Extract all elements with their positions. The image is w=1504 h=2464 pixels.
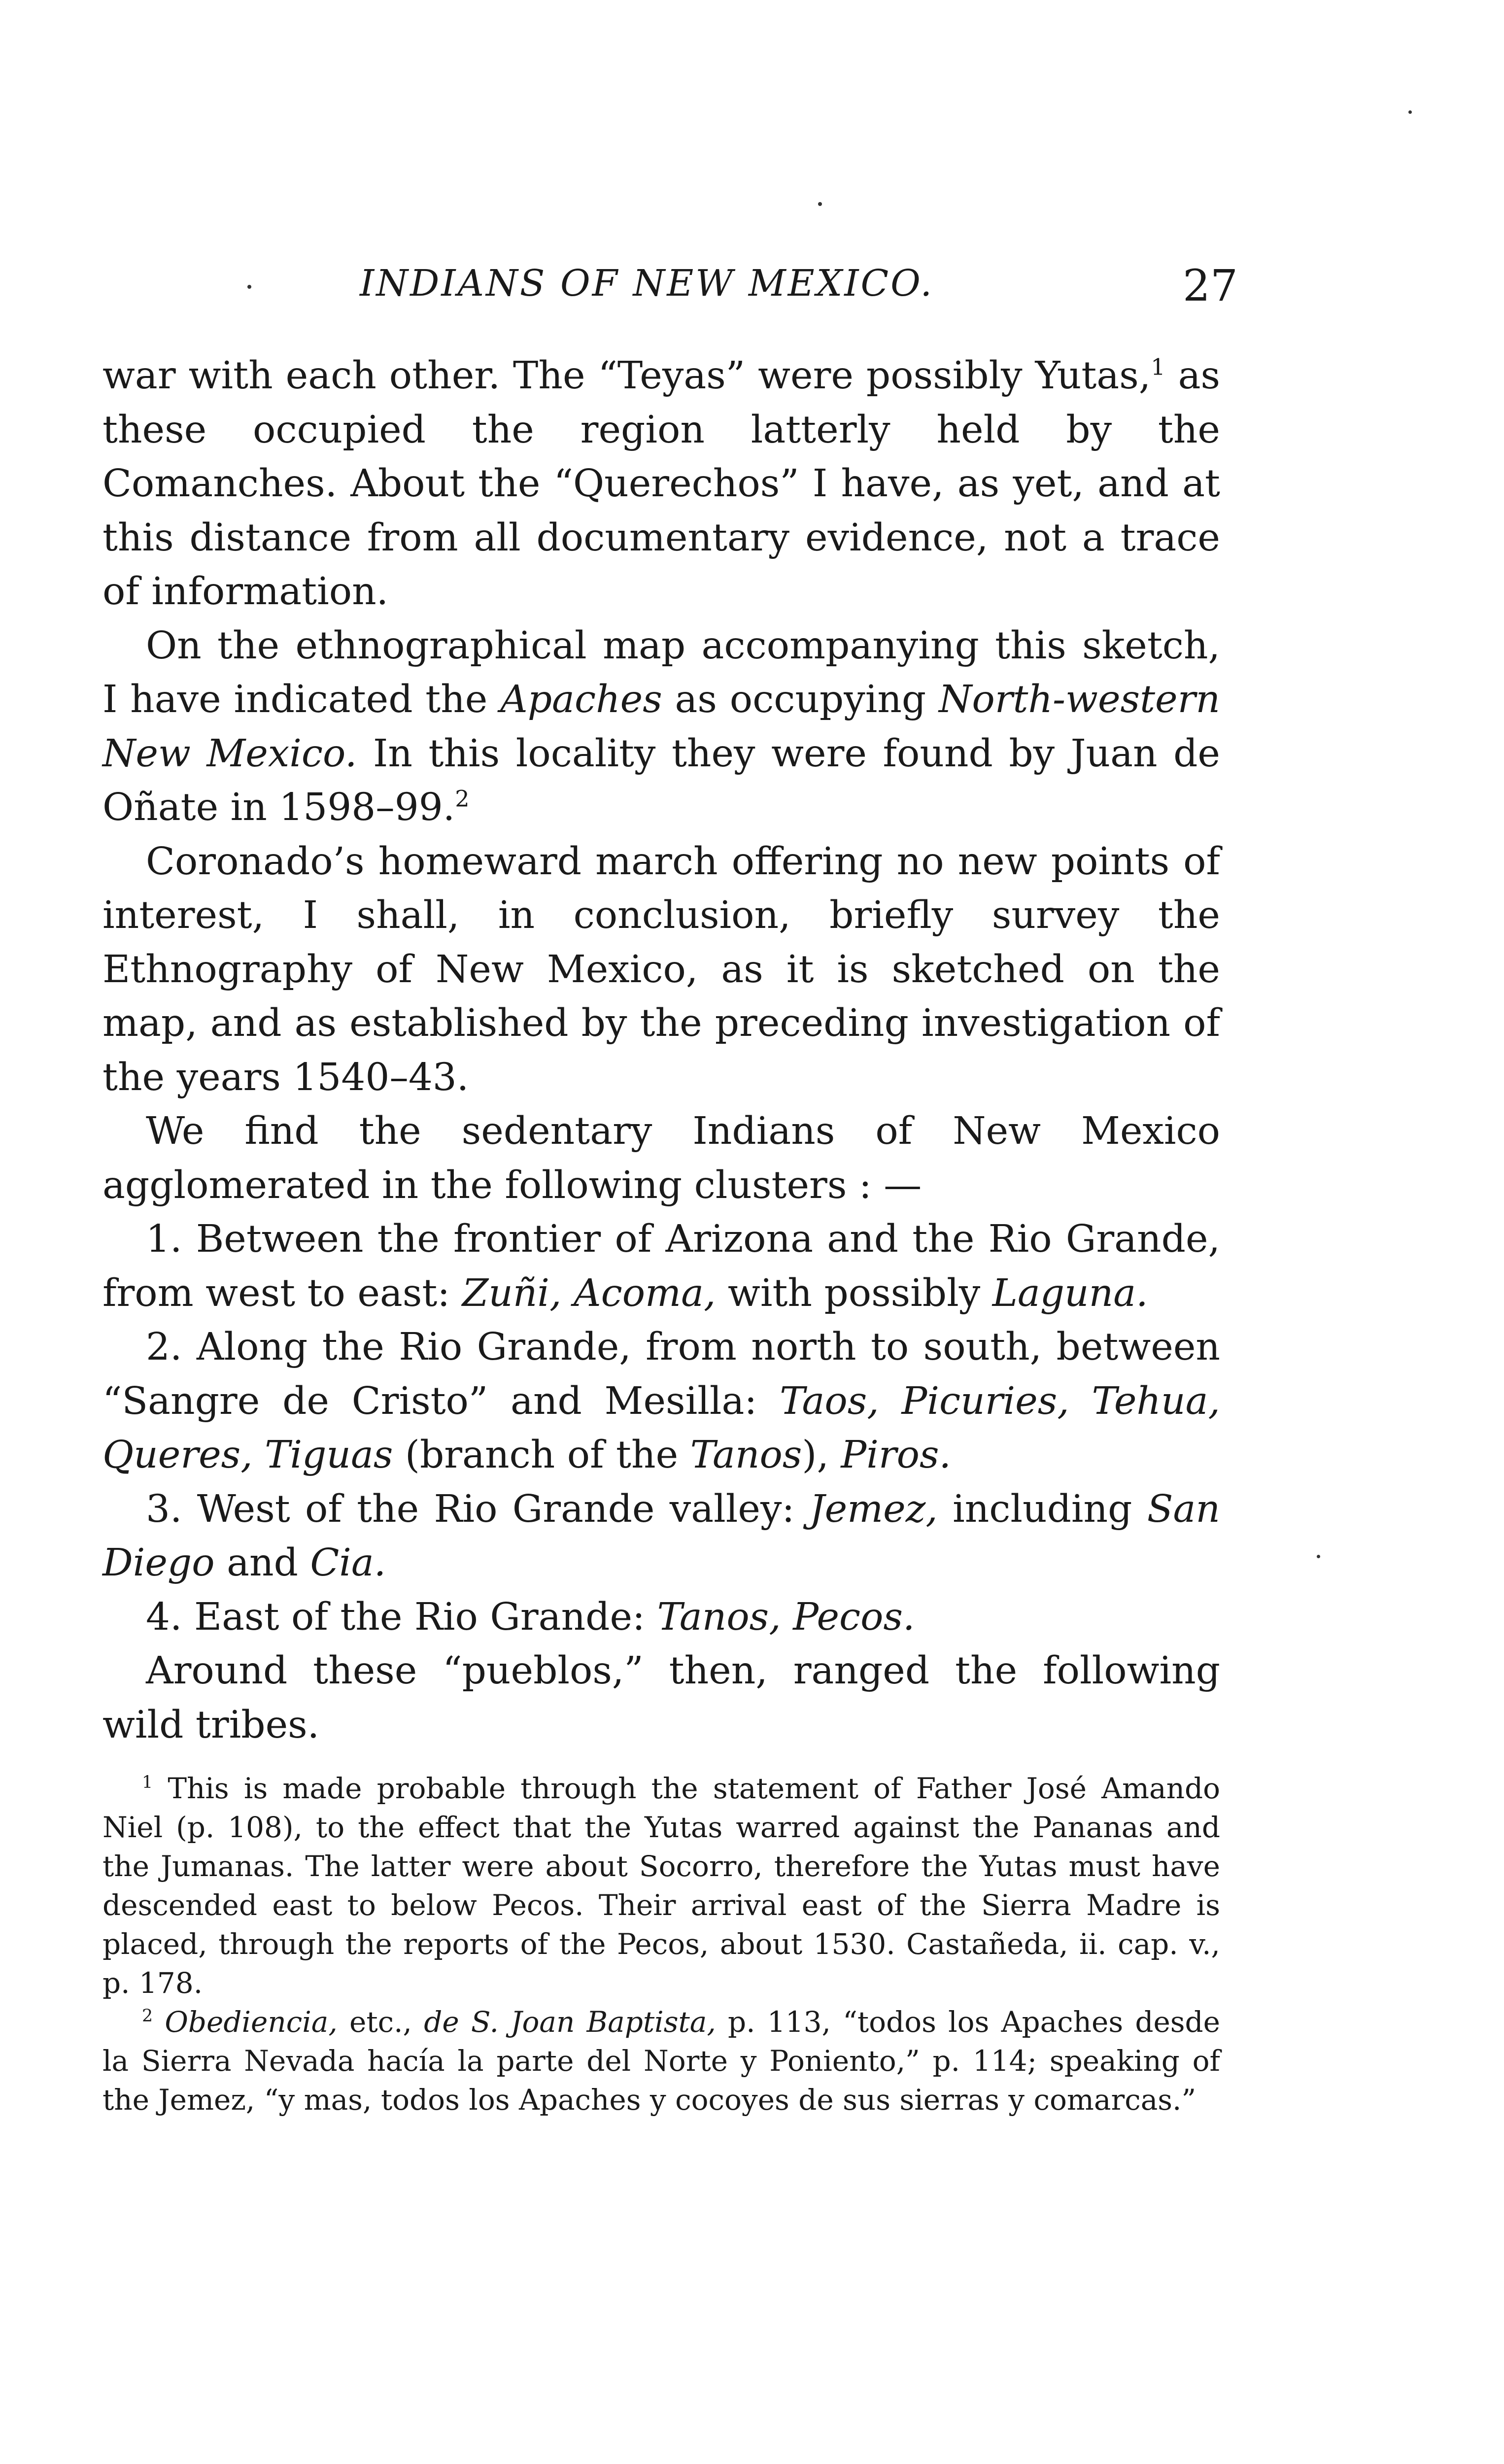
cluster-item: 1. Between the frontier of Arizona and the Rio Grande, from west to east: Zuñi, Acoma, with possibly Laguna. xyxy=(103,1217,1220,1315)
print-speck xyxy=(1408,110,1412,114)
paragraph: We find the sedentary Indians of New Mexico agglomerated in the following clusters : — xyxy=(103,1109,1220,1207)
print-speck xyxy=(1317,1555,1320,1558)
footnote-ref: 2 xyxy=(455,785,470,812)
cluster-item: 3. West of the Rio Grande valley: Jemez, including San Diego and Cia. xyxy=(103,1487,1220,1585)
page-number: 27 xyxy=(1183,260,1238,311)
footnote-mark: 2 xyxy=(142,2006,153,2026)
paragraph: On the ethnographical map accompanying this sketch, I have indicated the Apaches as occupying North-western New Mexico. In this locality they were found by Juan de Oñate in 1598–99.$^2$ xyxy=(103,623,1220,829)
paragraph: war with each other. The “Teyas” were possibly Yutas,$^1$ as these occupied the region latterly held by the Comanches. About the “Querechos” I have, as yet, and at this distance from all documentary evidence, not a trace of information. xyxy=(103,353,1220,614)
footnote-ref: 1 xyxy=(1151,353,1165,380)
print-speck xyxy=(818,202,822,206)
footnote: $^1$ This is made probable through the statement of Father José Amando Niel (p. 108), to the effect that the Yutas warred against the Pananas and the Jumanas. The latter were about Socorro, therefore the Yutas must have descended east to below Pecos. Their arrival east of the Sierra Madre is placed, through the reports of the Pecos, about 1530. Castañeda, ii. cap. v., p. 178. xyxy=(103,1772,1220,2000)
running-title: INDIANS OF NEW MEXICO. xyxy=(360,262,934,305)
main-text xyxy=(103,349,1220,1752)
cluster-item: 4. East of the Rio Grande: Tanos, Pecos. xyxy=(146,1595,915,1639)
paragraph: Around these “pueblos,” then, ranged the following wild tribes. xyxy=(103,1649,1220,1747)
footnote-mark: 1 xyxy=(142,1773,153,1793)
footnotes xyxy=(103,1769,1220,2120)
paragraph: Coronado’s homeward march offering no new points of interest, I shall, in conclusion, briefly survey the Ethnography of New Mexico, as it is sketched on the map, and as established by the preceding investigation of the years 1540–43. xyxy=(103,839,1220,1099)
cluster-item: 2. Along the Rio Grande, from north to south, between “Sangre de Cristo” and Mesilla: Taos, Picuries, Tehua, Queres, Tiguas (branch of the Tanos), Piros. xyxy=(103,1325,1221,1477)
footnote: $^2$ Obediencia, etc., de S. Joan Baptista, p. 113, “todos los Apaches desde la Sierra Nevada hacía la parte del Norte y Poniento,” p. 114; speaking of the Jemez, “y mas, todos los Apaches y cocoyes de sus sierras y comarcas.” xyxy=(103,2005,1220,2117)
running-header xyxy=(0,256,1504,315)
